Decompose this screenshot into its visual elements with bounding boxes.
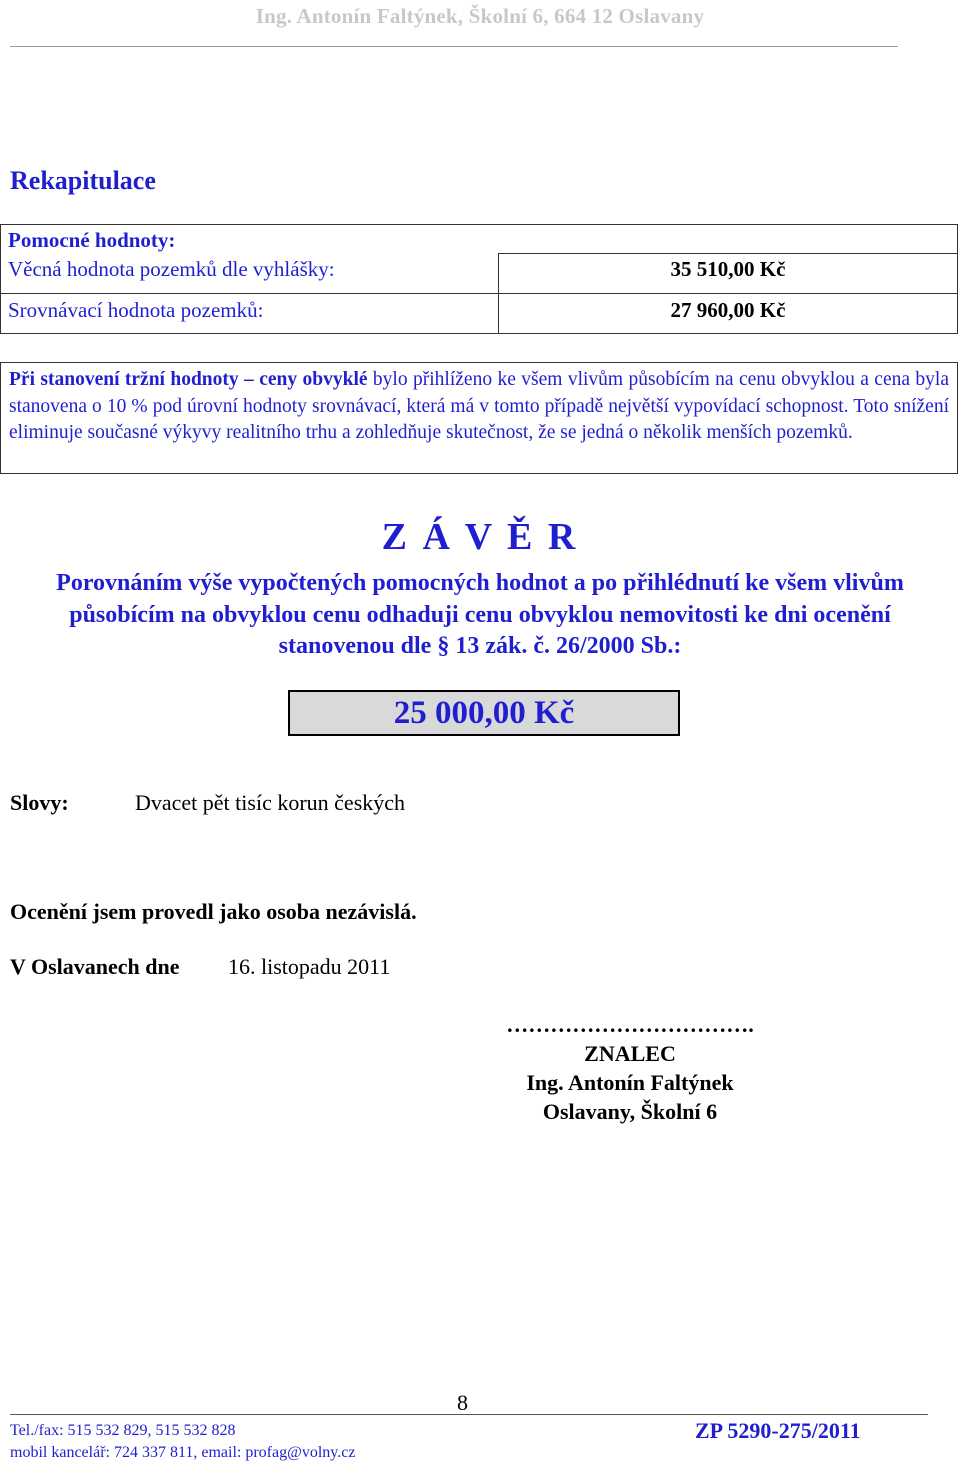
footer-reference: ZP 5290-275/2011 xyxy=(695,1418,861,1443)
section-title: Rekapitulace xyxy=(10,166,156,195)
aux-table-row-divider xyxy=(0,293,958,294)
place-label: V Oslavanech dne xyxy=(10,954,180,979)
signature-name: Ing. Antonín Faltýnek xyxy=(526,1070,734,1095)
footer-divider xyxy=(10,1414,928,1415)
signature-address: Oslavany, Školní 6 xyxy=(542,1099,718,1124)
header-divider xyxy=(10,46,898,47)
independence-statement: Ocenění jsem provedl jako osoba nezávislá. xyxy=(10,899,417,924)
signature-block xyxy=(490,1010,770,1126)
aux-table-divider xyxy=(498,253,958,254)
conclusion-title: Z Á V Ě R xyxy=(381,516,579,558)
words-value: Dvacet pět tisíc korun českých xyxy=(135,790,406,815)
page-number: 8 xyxy=(457,1390,468,1415)
result-value: 25 000,00 Kč xyxy=(393,694,575,731)
place-date: 16. listopadu 2011 xyxy=(228,954,391,979)
signature-role: ZNALEC xyxy=(584,1041,676,1066)
aux-row-label: Věcná hodnota pozemků dle vyhlášky: xyxy=(8,257,335,281)
valuation-note xyxy=(0,362,958,474)
valuation-note-text: bylo přihlíženo ke všem vlivům působícím na cenu obvyklou a cena byla stanovena o 10 % pod úrovní hodnoty srovnávací, která má v tomto případě největší vypovídací schopnost. Toto snížení eliminuje současné výkyvy realitního trhu a zohledňuje skutečnost, že se jedná o několik menších pozemků. xyxy=(9,369,950,443)
aux-row-value: 27 960,00 Kč xyxy=(670,298,786,322)
footer-office: mobil kancelář: 724 337 811, email: profag@volny.cz xyxy=(10,1444,356,1461)
page-header-title: Ing. Antonín Faltýnek, Školní 6, 664 12 Oslavany xyxy=(255,4,705,28)
words-label: Slovy: xyxy=(10,790,69,815)
aux-row-value: 35 510,00 Kč xyxy=(670,257,786,281)
signature-dots: ……………………………. xyxy=(506,1012,754,1037)
result-value-box xyxy=(288,690,680,736)
aux-values-heading: Pomocné hodnoty: xyxy=(8,228,176,252)
footer-contact xyxy=(10,1420,355,1464)
footer-phone: Tel./fax: 515 532 829, 515 532 828 xyxy=(10,1422,236,1439)
valuation-note-emphasis: Při stanovení tržní hodnoty – ceny obvyklé xyxy=(9,369,368,390)
conclusion-text: Porovnáním výše vypočtených pomocných hodnot a po přihlédnutí ke všem vlivům působícím na obvyklou cenu odhaduji cenu obvyklou nemovitosti ke dni ocenění stanovenou dle § 13 zák. č. 26/2000 Sb.: xyxy=(56,570,904,659)
aux-row-label: Srovnávací hodnota pozemků: xyxy=(8,298,264,322)
